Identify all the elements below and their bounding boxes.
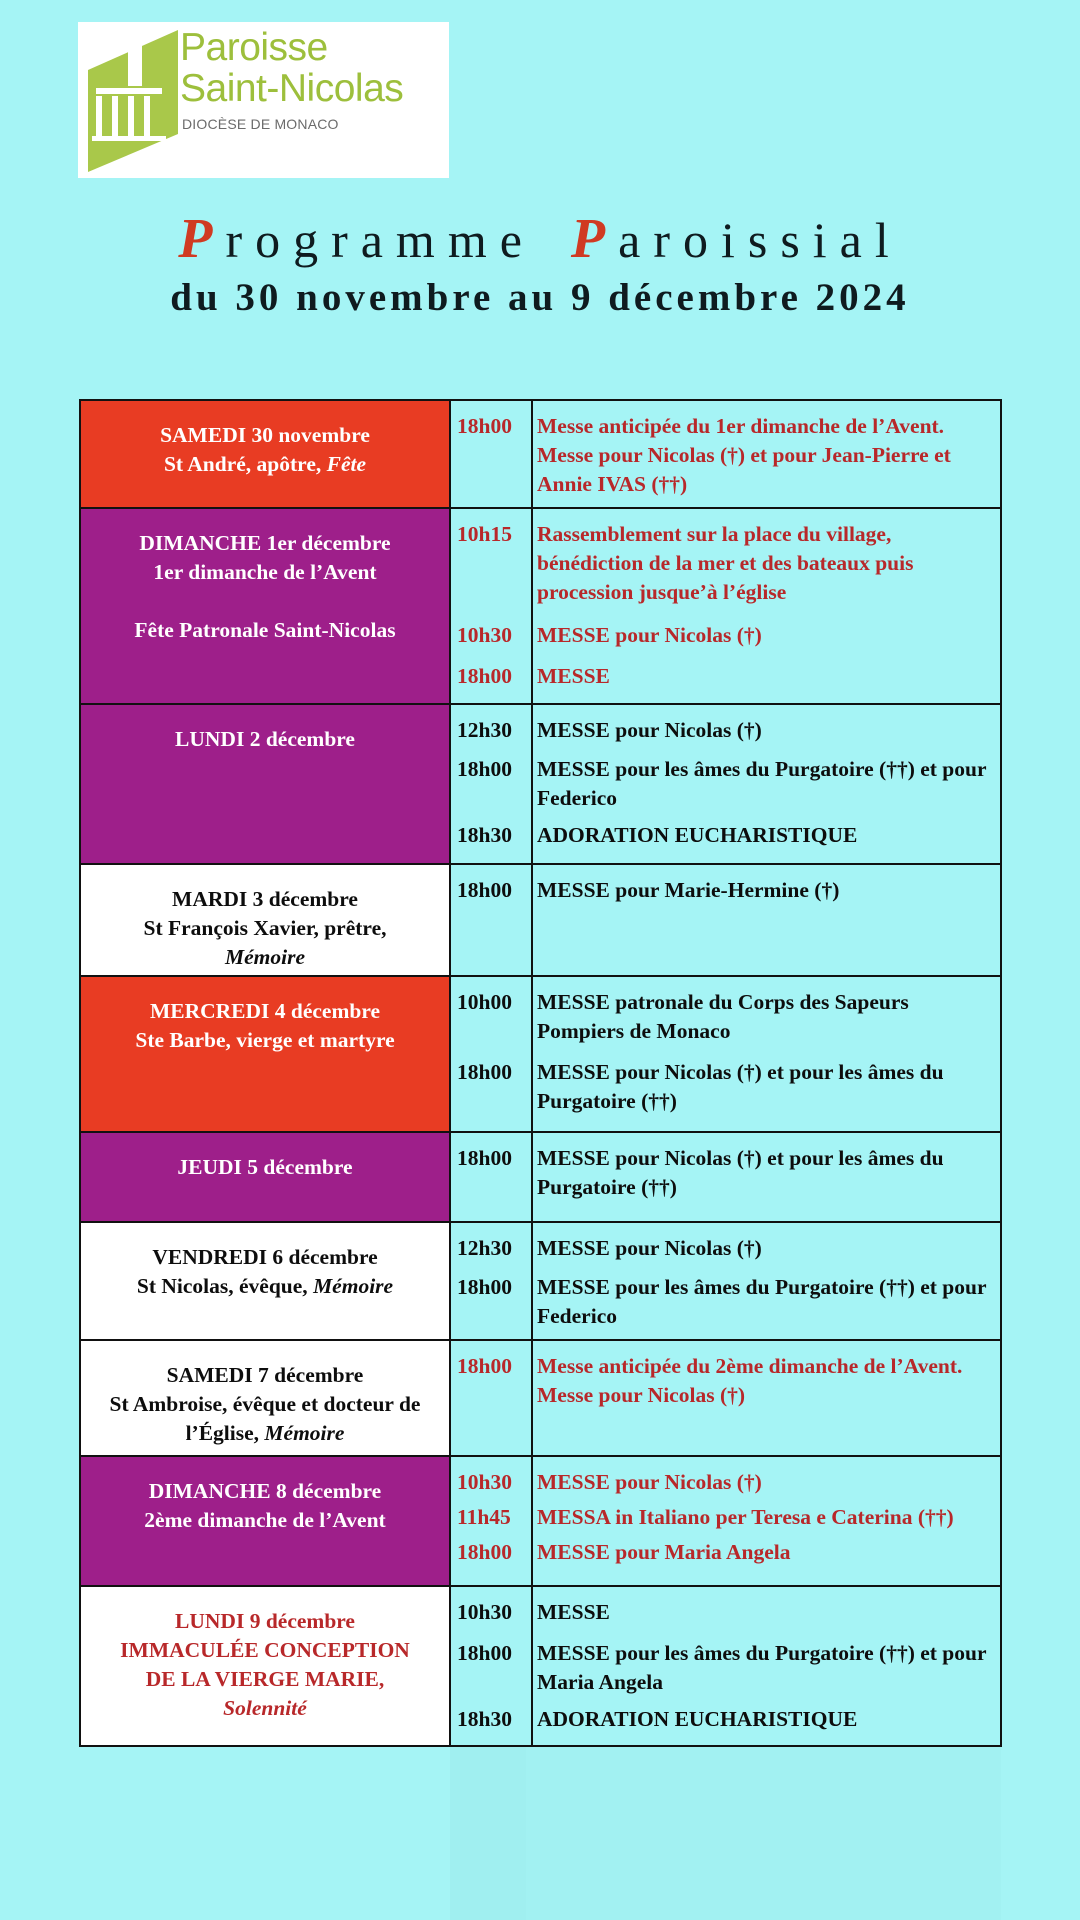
time-cell: [450, 704, 532, 864]
day-line: MERCREDI 4 décembre: [149, 999, 381, 1023]
time-cell: [450, 1456, 532, 1586]
day-line: MARDI 3 décembre: [172, 887, 358, 911]
entry-description: MESSE pour Marie-Hermine (†): [537, 878, 840, 902]
day-cell: [80, 508, 450, 704]
day-line: VENDREDI 6 décembre: [152, 1245, 378, 1269]
schedule-row: [80, 1340, 1001, 1456]
day-line: [81, 587, 449, 616]
description-cell: [532, 1340, 1001, 1456]
time-cell: [450, 1132, 532, 1222]
description-cell: [532, 1586, 1001, 1746]
page-subtitle: du 30 novembre au 9 décembre 2024: [170, 276, 910, 319]
day-cell: [80, 1586, 450, 1746]
column-guide: [526, 1745, 1001, 1920]
day-cell: [80, 1456, 450, 1586]
description-cell: [532, 976, 1001, 1132]
schedule-body: [80, 400, 1001, 1746]
logo-diocese: DIOCÈSE DE MONACO: [182, 116, 339, 132]
day-feast-rank: Mémoire: [264, 1421, 345, 1445]
time-cell: [450, 508, 532, 704]
day-cell: [80, 704, 450, 864]
page-title: [0, 207, 1080, 271]
day-line: LUNDI 2 décembre: [175, 727, 355, 751]
parish-logo: [78, 22, 449, 178]
title-initial-2: P: [570, 208, 619, 270]
entry-time: 11h45: [457, 1505, 511, 1529]
day-cell: [80, 400, 450, 508]
description-cell: [532, 508, 1001, 704]
description-cell: [532, 1456, 1001, 1586]
entry-description: MESSE pour Nicolas (†): [537, 1470, 762, 1494]
entry-description: MESSE pour les âmes du Purgatoire (††) et pour Maria Angela: [537, 1641, 987, 1694]
day-feast-name: l’Église,: [185, 1421, 265, 1445]
title-initial-1: P: [178, 208, 226, 270]
entry-time: 10h00: [457, 990, 512, 1014]
day-line: DE LA VIERGE MARIE,: [145, 1667, 385, 1691]
schedule-row: [80, 400, 1001, 508]
entry-time: 18h00: [457, 1540, 512, 1564]
entry-time: 18h00: [457, 1060, 512, 1084]
schedule-row: [80, 1222, 1001, 1340]
entry-description: MESSA in Italiano per Teresa e Caterina (††): [537, 1505, 954, 1529]
entry-description: MESSE pour les âmes du Purgatoire (††) et pour Federico: [537, 757, 987, 810]
entry-time: 10h30: [457, 1600, 512, 1624]
entry-time: 18h30: [457, 1707, 512, 1731]
entry-description: MESSE pour Nicolas (†): [537, 1236, 762, 1260]
time-cell: [450, 1340, 532, 1456]
entry-time: 10h30: [457, 623, 512, 647]
entry-description: MESSE pour Nicolas (†) et pour les âmes du Purgatoire (††): [537, 1060, 944, 1113]
description-cell: [532, 704, 1001, 864]
schedule-row: [80, 976, 1001, 1132]
description-cell: [532, 400, 1001, 508]
entry-time: 12h30: [457, 718, 512, 742]
day-feast-rank: Solennité: [223, 1696, 307, 1720]
day-line: DIMANCHE 1er décembre: [139, 531, 391, 555]
entry-description: ADORATION EUCHARISTIQUE: [537, 1707, 858, 1731]
day-feast-name: St André, apôtre,: [163, 452, 327, 476]
entry-description: MESSE pour Nicolas (†): [537, 623, 762, 647]
entry-description: MESSE: [537, 664, 610, 688]
entry-time: 12h30: [457, 1236, 512, 1260]
day-cell: [80, 1222, 450, 1340]
schedule-row: [80, 508, 1001, 704]
entry-time: 18h00: [457, 878, 512, 902]
entry-description: Rassemblement sur la place du village, bénédiction de la mer et des bateaux puis procession jusque’à l’église: [537, 522, 914, 604]
entry-time: 18h00: [457, 1275, 512, 1299]
day-cell: [80, 1132, 450, 1222]
entry-time: 10h30: [457, 1470, 512, 1494]
day-line: Ste Barbe, vierge et martyre: [135, 1028, 395, 1052]
entry-time: 18h00: [457, 1146, 512, 1170]
day-cell: [80, 976, 450, 1132]
day-cell: [80, 1340, 450, 1456]
day-line: 1er dimanche de l’Avent: [153, 560, 377, 584]
entry-time: 18h00: [457, 414, 512, 438]
description-cell: [532, 864, 1001, 976]
logo-name-line2: Saint-Nicolas: [180, 67, 404, 110]
schedule-table: [79, 399, 1002, 1747]
title-word-2: aroissial: [618, 212, 902, 268]
day-line: DIMANCHE 8 décembre: [148, 1479, 382, 1503]
entry-time: 18h00: [457, 1641, 512, 1665]
entry-description: ADORATION EUCHARISTIQUE: [537, 823, 858, 847]
day-line: Fête Patronale Saint-Nicolas: [134, 618, 396, 642]
entry-time: 18h00: [457, 757, 512, 781]
entry-time: 18h30: [457, 823, 512, 847]
column-guide: [450, 1745, 526, 1920]
entry-time: 10h15: [457, 522, 512, 546]
entry-description: MESSE pour Nicolas (†): [537, 718, 762, 742]
time-cell: [450, 1222, 532, 1340]
church-logo-icon: [82, 30, 178, 172]
day-line: 2ème dimanche de l’Avent: [144, 1508, 386, 1532]
day-line: SAMEDI 7 décembre: [166, 1363, 364, 1387]
day-line-mixed: [81, 1272, 449, 1301]
day-feast-rank: Mémoire: [224, 945, 306, 969]
day-line: St François Xavier, prêtre,: [143, 916, 387, 940]
entry-description: MESSE pour les âmes du Purgatoire (††) et pour Federico: [537, 1275, 987, 1328]
schedule-row: [80, 1586, 1001, 1746]
entry-description: Messe anticipée du 1er dimanche de l’Avent. Messe pour Nicolas (†) et pour Jean-Pierre et Annie IVAS (††): [537, 414, 951, 496]
entry-time: 18h00: [457, 664, 512, 688]
entry-description: MESSE: [537, 1600, 610, 1624]
description-cell: [532, 1222, 1001, 1340]
logo-name-line1: Paroisse: [180, 26, 328, 69]
schedule-row: [80, 1456, 1001, 1586]
entry-description: Messe anticipée du 2ème dimanche de l’Avent. Messe pour Nicolas (†): [537, 1354, 963, 1407]
day-line-mixed: [81, 1419, 449, 1448]
day-feast-rank: Mémoire: [313, 1274, 394, 1298]
description-cell: [532, 1132, 1001, 1222]
schedule-row: [80, 704, 1001, 864]
day-feast-name: St Nicolas, évêque,: [136, 1274, 314, 1298]
entry-description: MESSE pour Nicolas (†) et pour les âmes du Purgatoire (††): [537, 1146, 944, 1199]
time-cell: [450, 400, 532, 508]
entry-description: MESSE pour Maria Angela: [537, 1540, 791, 1564]
day-line: JEUDI 5 décembre: [177, 1155, 353, 1179]
time-cell: [450, 976, 532, 1132]
schedule-row: [80, 864, 1001, 976]
entry-time: 18h00: [457, 1354, 512, 1378]
title-word-1: rogramme: [225, 212, 535, 268]
day-line: St Ambroise, évêque et docteur de: [109, 1392, 421, 1416]
day-line: LUNDI 9 décembre: [175, 1609, 355, 1633]
schedule-row: [80, 1132, 1001, 1222]
day-line: IMMACULÉE CONCEPTION: [120, 1638, 410, 1662]
time-cell: [450, 1586, 532, 1746]
day-cell: [80, 864, 450, 976]
day-feast-rank: Fête: [326, 452, 367, 476]
day-line: SAMEDI 30 novembre: [160, 423, 370, 447]
day-line-mixed: [81, 450, 449, 479]
time-cell: [450, 864, 532, 976]
entry-description: MESSE patronale du Corps des Sapeurs Pompiers de Monaco: [537, 990, 909, 1043]
